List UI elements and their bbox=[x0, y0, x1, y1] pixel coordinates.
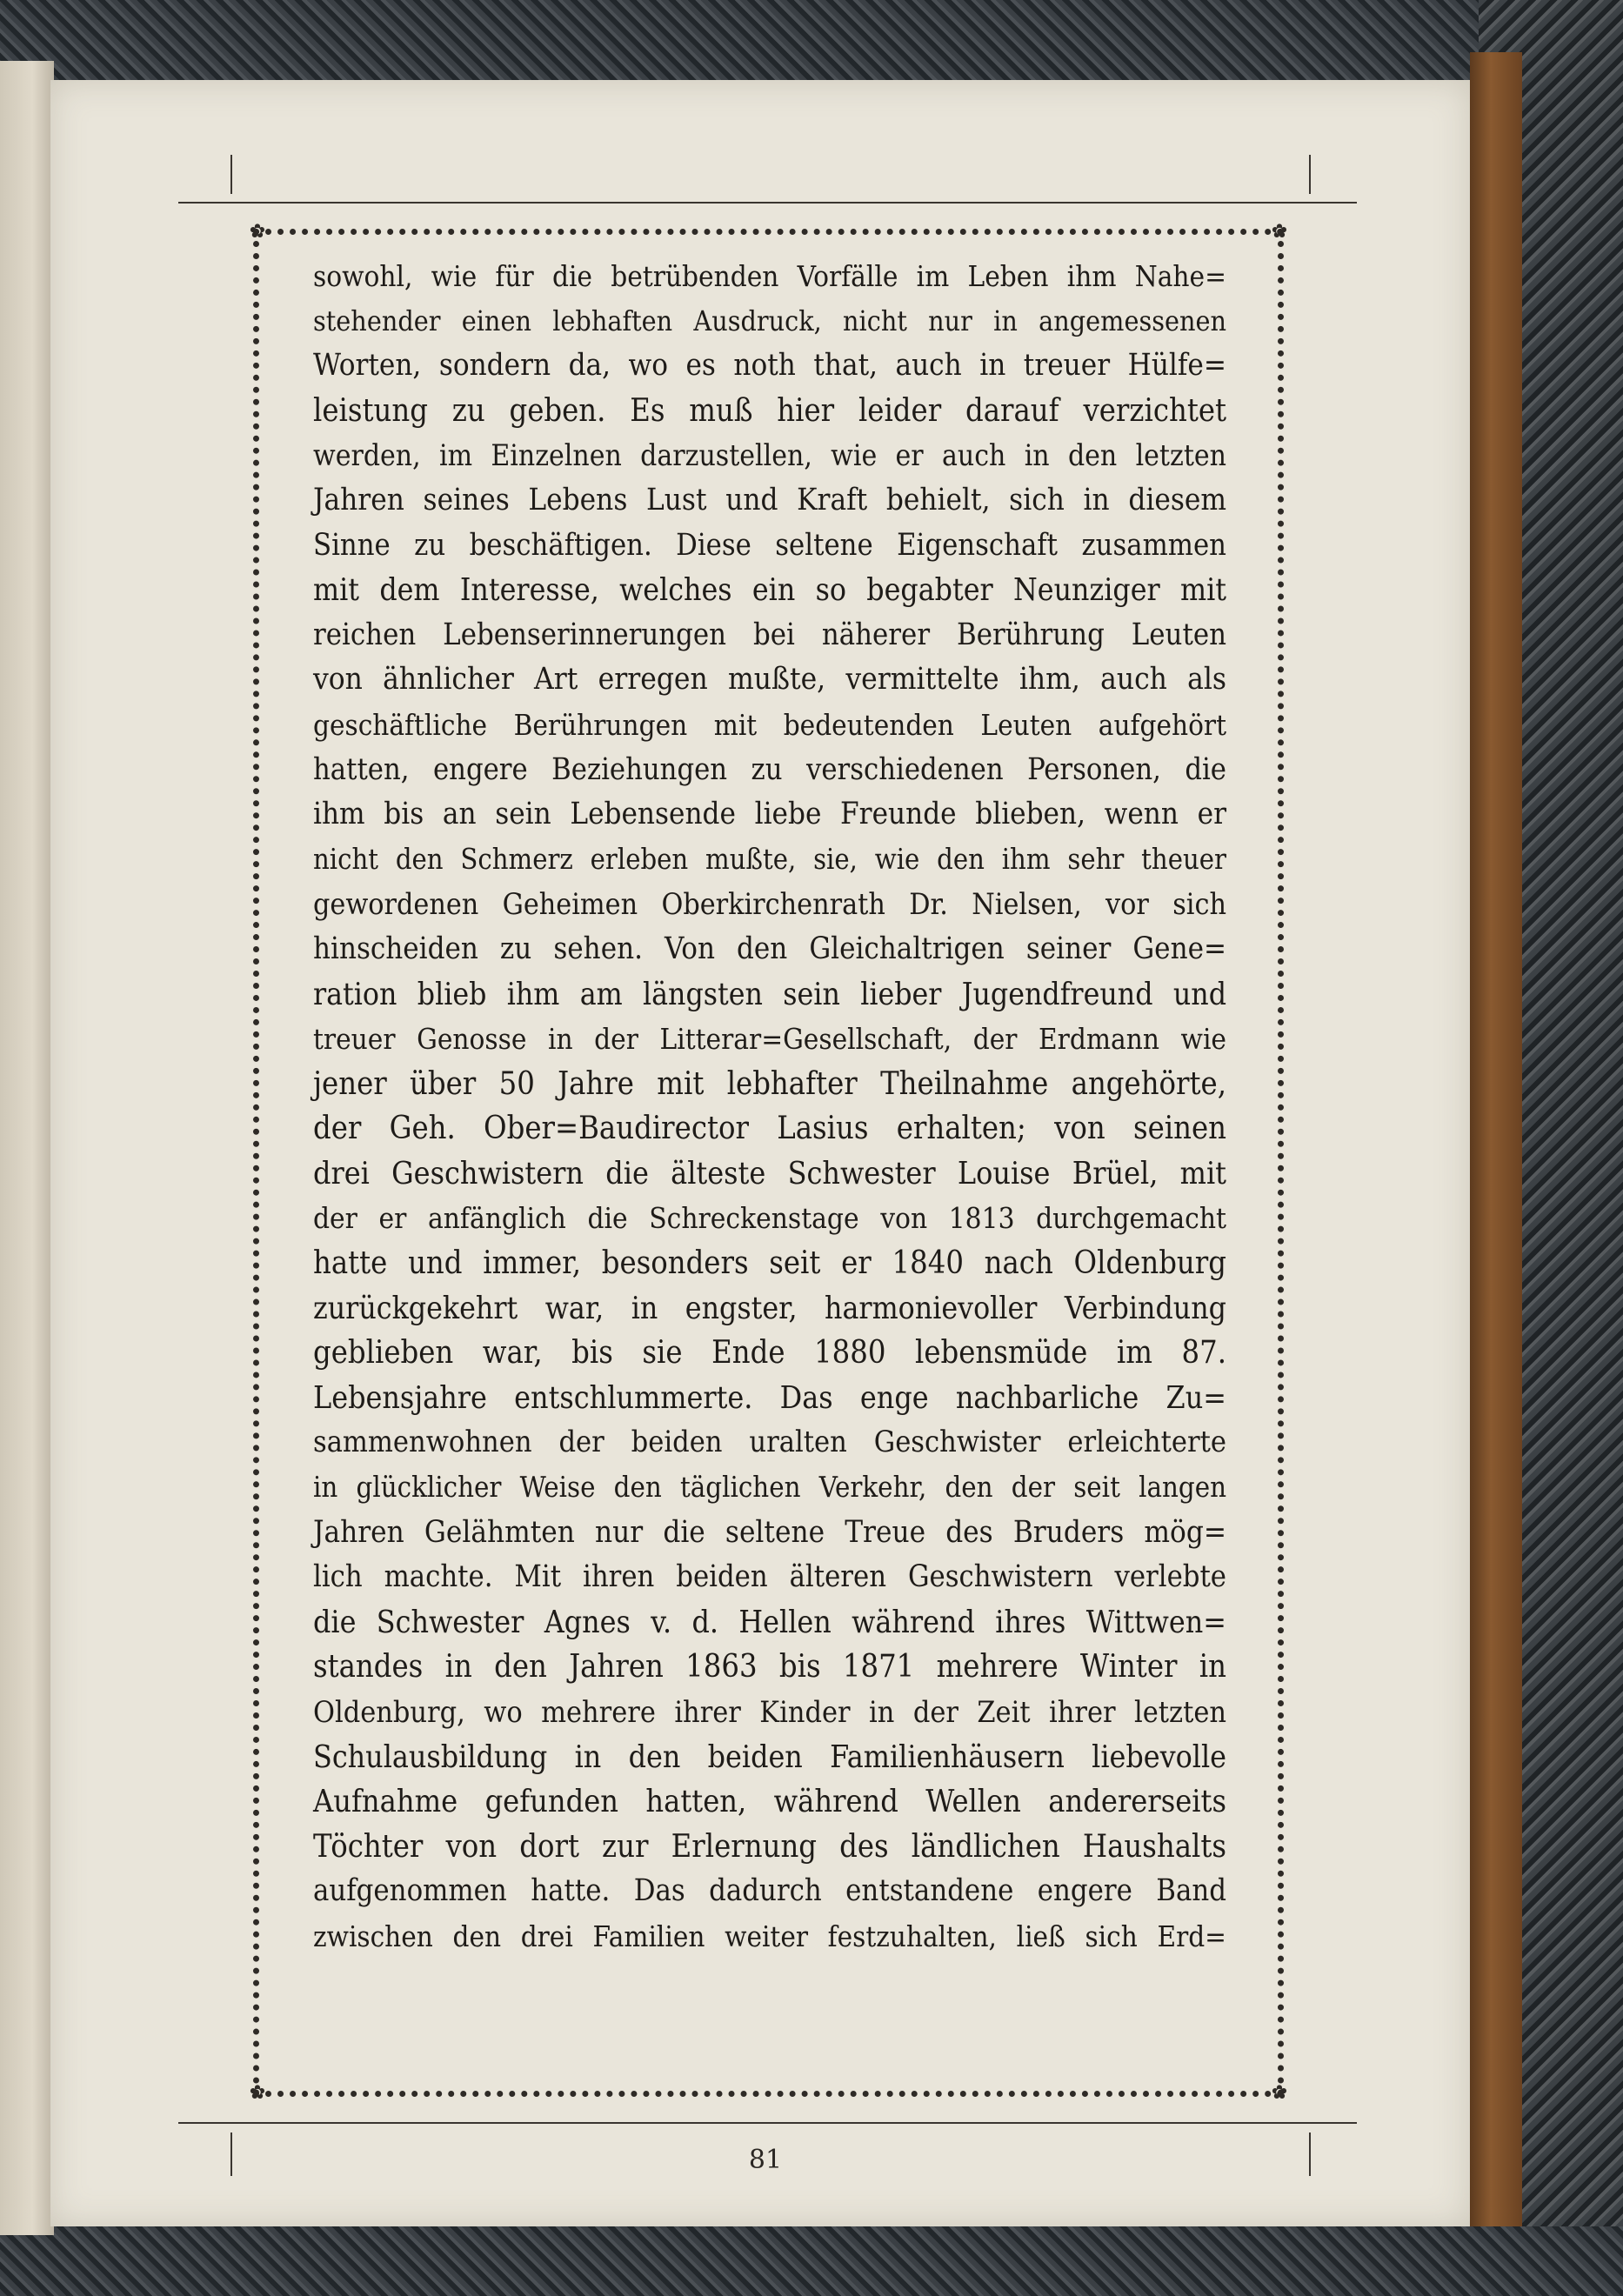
text-line: die Schwester Agnes v. d. Hellen während ihres Wittwen= bbox=[313, 1604, 1226, 1640]
text-line: mit dem Interesse, welches ein so begabter Neunziger mit bbox=[313, 572, 1226, 609]
ornament-icon: ✿ bbox=[249, 221, 266, 243]
text-line: Aufnahme gefunden hatten, während Wellen andererseits bbox=[313, 1784, 1226, 1820]
text-line: sowohl, wie für die betrübenden Vorfälle im Leben ihm Nahe= bbox=[313, 259, 1226, 293]
text-line: geblieben war, bis sie Ende 1880 lebensmüde im 87. bbox=[313, 1335, 1226, 1372]
text-line: Jahren seines Lebens Lust und Kraft behielt, sich in diesem bbox=[313, 482, 1226, 517]
page-number: 81 bbox=[748, 2145, 783, 2175]
book-spine-leather bbox=[1470, 52, 1522, 2244]
text-line: hatten, engere Beziehungen zu verschiedenen Personen, die bbox=[313, 751, 1226, 787]
text-line: hatte und immer, besonders seit er 1840 nach Oldenburg bbox=[313, 1245, 1226, 1282]
text-line: drei Geschwistern die älteste Schwester Louise Brüel, mit bbox=[313, 1155, 1226, 1191]
top-rule bbox=[178, 202, 1357, 204]
text-line: werden, im Einzelnen darzustellen, wie er auch in den letzten bbox=[313, 438, 1226, 473]
text-line: gewordenen Geheimen Oberkirchenrath Dr. Nielsen, vor sich bbox=[313, 887, 1226, 922]
ornament-icon: ✿ bbox=[1271, 2082, 1288, 2104]
right-rule-top bbox=[1309, 155, 1311, 194]
text-line: sammenwohnen der beiden uralten Geschwister erleichterte bbox=[313, 1425, 1226, 1460]
text-line: nicht den Schmerz erleben mußte, sie, wie den ihm sehr theuer bbox=[313, 842, 1226, 876]
book-cover-top bbox=[0, 0, 1623, 87]
text-line: Töchter von dort zur Erlernung des ländlichen Haushalts bbox=[313, 1828, 1226, 1865]
text-line: aufgenommen hatte. Das dadurch entstandene engere Band bbox=[313, 1873, 1226, 1909]
text-line: treuer Genosse in der Litterar=Gesellschaft, der Erdmann wie bbox=[313, 1022, 1226, 1057]
text-line: Schulausbildung in den beiden Familienhäusern liebevolle bbox=[313, 1739, 1226, 1775]
left-rule-bottom bbox=[230, 2132, 232, 2176]
text-line: ihm bis an sein Lebensende liebe Freunde blieben, wenn er bbox=[313, 797, 1226, 832]
bottom-rule bbox=[178, 2122, 1357, 2124]
text-line: der Geh. Ober=Baudirector Lasius erhalten; von seinen bbox=[313, 1111, 1226, 1147]
text-line: Lebensjahre entschlummerte. Das enge nachbarliche Zu= bbox=[313, 1379, 1226, 1416]
ornament-icon: ✿ bbox=[249, 2082, 266, 2104]
text-line: ration blieb ihm am längsten sein lieber Jugendfreund und bbox=[313, 976, 1226, 1012]
text-line: zwischen den drei Familien weiter festzuhalten, ließ sich Erd= bbox=[313, 1919, 1226, 1953]
text-line: geschäftliche Berührungen mit bedeutenden Leuten aufgehört bbox=[313, 707, 1226, 742]
text-line: jener über 50 Jahre mit lebhafter Theilnahme angehörte, bbox=[313, 1065, 1226, 1102]
text-line: leistung zu geben. Es muß hier leider darauf verzichtet bbox=[313, 392, 1226, 429]
text-line: reichen Lebenserinnerungen bei näherer Berührung Leuten bbox=[313, 617, 1226, 652]
left-rule-top bbox=[230, 155, 232, 194]
left-page-edge bbox=[0, 61, 54, 2235]
text-line: standes in den Jahren 1863 bis 1871 mehrere Winter in bbox=[313, 1649, 1226, 1685]
text-line: lich machte. Mit ihren beiden älteren Geschwistern verlebte bbox=[313, 1559, 1226, 1595]
text-line: der er anfänglich die Schreckenstage von 1813 durchgemacht bbox=[313, 1201, 1226, 1236]
text-line: Worten, sondern da, wo es noth that, auch in treuer Hülfe= bbox=[313, 348, 1226, 384]
text-line: Jahren Gelähmten nur die seltene Treue des Bruders mög= bbox=[313, 1514, 1226, 1550]
text-line: von ähnlicher Art erregen mußte, vermittelte ihm, auch als bbox=[313, 662, 1226, 697]
body-text bbox=[313, 254, 1226, 1959]
text-line: zurückgekehrt war, in engster, harmonievoller Verbindung bbox=[313, 1290, 1226, 1326]
book-cover-bottom bbox=[0, 2226, 1623, 2296]
text-line: stehender einen lebhaften Ausdruck, nicht nur in angemessenen bbox=[313, 304, 1226, 337]
ornament-icon: ✿ bbox=[1271, 221, 1288, 243]
text-line: in glücklicher Weise den täglichen Verkehr, den der seit langen bbox=[313, 1471, 1226, 1505]
text-line: Sinne zu beschäftigen. Diese seltene Eigenschaft zusammen bbox=[313, 527, 1226, 563]
right-rule-bottom bbox=[1309, 2132, 1311, 2176]
text-line: hinscheiden zu sehen. Von den Gleichaltrigen seiner Gene= bbox=[313, 931, 1226, 966]
text-line: Oldenburg, wo mehrere ihrer Kinder in der Zeit ihrer letzten bbox=[313, 1695, 1226, 1729]
